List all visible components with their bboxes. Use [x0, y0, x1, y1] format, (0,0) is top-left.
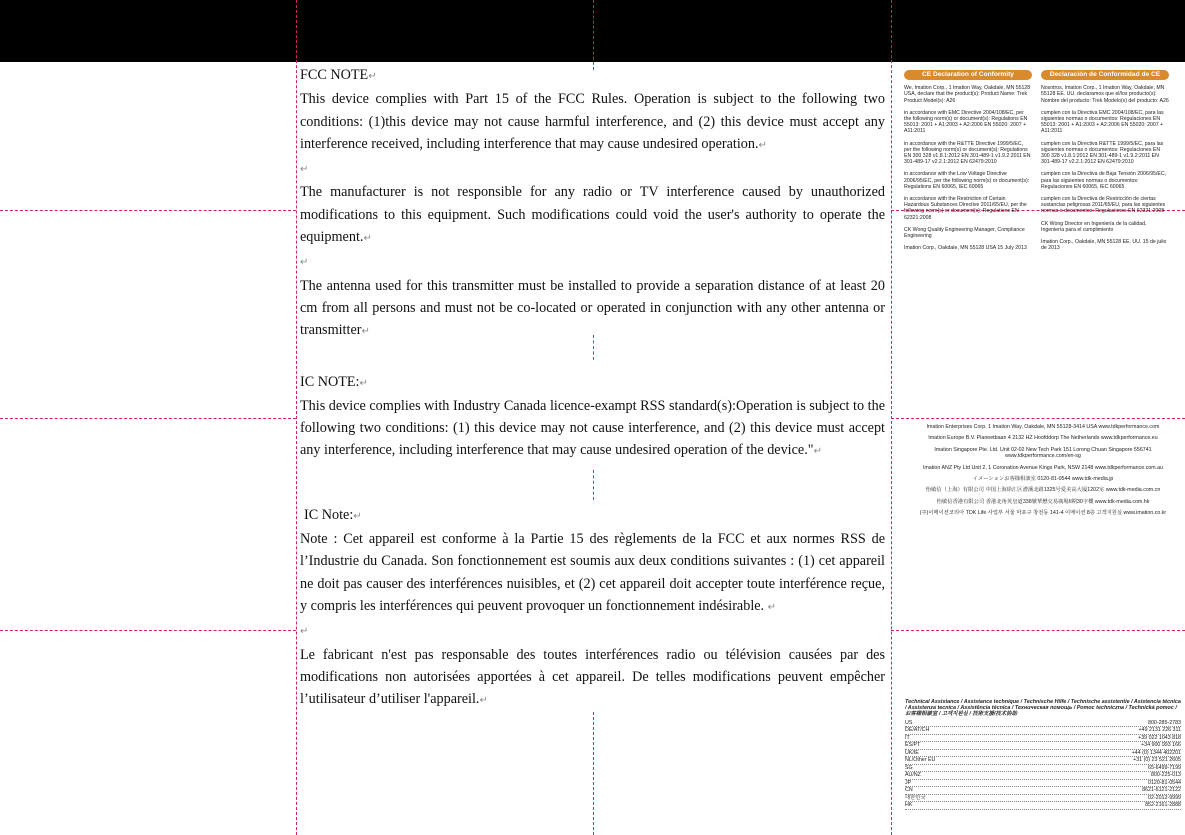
ce-es-block: Nosotros, Imation Corp., 1 Imation Way, Oakdale, MN 55128 EE. UU. declaramos que el/los producto(s): Nombre del producto: Trek Modelo(s) del producto: A26 — [1041, 85, 1169, 104]
fcc-paragraph-1: This device complies with Part 15 of the FCC Rules. Operation is subject to the following two conditions: (1)this device may not cause harmful interference, and (2) this device must accept any interference received, including interference that may cause undesired operation.↵ — [300, 91, 885, 152]
pilcrow-line: ↵ — [300, 164, 309, 176]
ic-en-heading: IC NOTE:↵ — [300, 373, 368, 390]
phone-region: SG — [905, 764, 913, 771]
ce-en-block: in accordance with EMC Directive 2004/108/EC, per the following norm(s) or document(s): Regulations EN 55013: 2001 + A1:2003 + A2:2006 EN 55020: 2007 + A11:2011 — [904, 109, 1028, 135]
ic-fr-paragraph-2: Le fabricant n'est pas responsable des toutes interférences radio ou télévision causées par des modifications non autorisées apportées à cet appareil. De telles modifications peuvent empêcher l’utilisateur d’utiliser l'appareil.↵ — [300, 646, 885, 708]
phone-row — [905, 765, 1181, 773]
ce-badge-spanish: Declaración de Conformidad de CE — [1041, 70, 1169, 80]
phone-row — [905, 727, 1181, 735]
pilcrow-line: ↵ — [300, 257, 309, 269]
ce-en-block: in accordance with the Restriction of Certain Hazardous Substances Directive 2011/65/EU, per the following norm(s) or document(s): Regulations EN 62321:2008 — [904, 196, 1027, 221]
phone-region: 대한민국 — [905, 794, 926, 801]
phone-region: IT — [905, 734, 910, 741]
fcc-heading: FCC NOTE↵ — [300, 67, 377, 83]
pilcrow-line: ↵ — [300, 626, 309, 638]
phone-number: 852-2161-2888 — [1145, 802, 1181, 809]
ic-fr-heading: IC Note:↵ — [304, 506, 362, 523]
ce-en-block: in accordance with the Low Voltage Directive 2006/95/EC, per the following norm(s) or document(s): Regulations EN 60065, IEC 60065 — [904, 171, 1030, 190]
address-china: 怡敏信（上海）有限公司 中国上海徐汇区漕溪北路1325号爱美高大厦1202室 www.tdk-media.com.cn — [925, 487, 1161, 494]
phone-number: 8621-6121-2122 — [1142, 787, 1181, 794]
fold-guide-h3-left — [0, 630, 296, 631]
phone-number: +39 022 1043 818 — [1138, 734, 1181, 741]
phone-row — [905, 772, 1181, 780]
technical-assistance — [905, 699, 1181, 810]
phone-number: +34 900 993 166 — [1141, 742, 1181, 749]
phone-row — [905, 720, 1181, 728]
company-addresses — [904, 424, 1182, 522]
fold-guide-h1-left — [0, 210, 296, 211]
ce-en-block: CK Wong Quality Engineering Manager, Compliance Engineering — [904, 226, 1025, 240]
address-anz: Imation ANZ Pty Ltd Unit 2, 1 Coronation Avenue Kings Park, NSW 2148 www.tdkperformance.com.au — [922, 464, 1164, 471]
fcc-paragraph-3: The antenna used for this transmitter must be installed to provide a separation distance of at least 20 cm from all persons and must not be co-located or operated in conjunction with any other antenna or transmitter↵ — [300, 277, 885, 339]
address-singapore: Imation Singapore Pte. Ltd. Unit 02-02 New Tech Park 151 Lorong Chuan Singapore 556741 www.tdkperformance.com/en-sg — [934, 446, 1152, 460]
ic-en-paragraph: This device complies with Industry Canada licence-exampt RSS standard(s):Operation is subject to the following two conditions: (1) this device may not cause interference, and (2) this device must accept any interference, including interference that may cause undesired operation of the device."↵ — [300, 397, 885, 459]
ce-en-block: in accordance with the R&TTE Directive 1999/5/EC, per the following norm(s) or document(s): Regulations EN 300 328 v1.8.1:2012 EN 301-489-1 v1.9.2:2011 EN 301-489-17 v2.2.1:2012 EN 62479:2010 — [904, 140, 1031, 166]
ce-es-block: cumplen con la Directiva R&TTE 1999/5/EC, para las siguientes normas o documentos: Regulaciones EN 300 328 v1.8.1:2012 EN 301-489-1 v1.9.2:2011 EN 301-489-17 v2.2.1:2012 EN 62479:2010 — [1041, 140, 1164, 166]
crop-guide-left — [296, 0, 297, 835]
phone-region: JP — [905, 779, 912, 786]
ce-es-block: cumplen con la Directiva de Restricción de ciertas sustancias peligrosas 2011/65/EU, para las siguientes normas o documentos: Regulaciones EN 62321:2008 — [1041, 196, 1166, 215]
phone-number: +44 (0) 1344 402201 — [1131, 749, 1181, 756]
ce-es-block: CK Wong Director en Ingeniería de la calidad, Ingeniería para el cumplimiento — [1041, 220, 1147, 233]
phone-number: 800-285-2783 — [1148, 719, 1181, 726]
phone-row — [905, 787, 1181, 795]
phone-row — [905, 757, 1181, 765]
fold-guide-h3-right — [891, 630, 1185, 631]
tech-assistance-header: Technical Assistance / Assistance technique / Technische Hilfe / Technische assistentie / Asistencia técnica / Assistenza tecnica / Assistência técnica / Техническая помощь / Pomoc techniczna / Technická pomoc / お客様相談室 / 고객지원실 / 技術支援/技术协助 — [905, 699, 1181, 718]
ce-badge-english: CE Declaration of Conformity — [904, 70, 1032, 80]
ce-declaration-english — [904, 70, 1032, 257]
phone-region: HK — [905, 802, 913, 809]
fold-tick-bottom — [593, 712, 594, 835]
phone-row — [905, 780, 1181, 788]
ce-en-block: We, Imation Corp., 1 Imation Way, Oakdale, MN 55128 USA, declare that the product(s): Product Name: Trek Product Model(s): A26 — [904, 85, 1031, 104]
phone-row — [905, 802, 1181, 810]
ce-es-block: cumplen con la Directiva de Baja Tensión 2006/95/EC, para las siguientes normas o documentos: Regulaciones EN 60065, IEC 60065 — [1041, 171, 1167, 190]
ce-es-block: cumplen con la Directiva EMC 2004/108/EC, para las siguientes normas o documentos: Regulaciones EN 55013: 2001 + A1:2003 + A2:2006 EN 55020: 2007 + A11:2011 — [1041, 109, 1164, 135]
ic-fr-paragraph-1: Note : Cet appareil est conforme à la Partie 15 des règlements de la FCC et aux normes RSS de l’Industrie du Canada. Son fonctionnement est soumis aux deux conditions suivantes : (1) cet appareil ne doit pas causer des interférences nuisibles, et (2) cet appareil doit accepter toute interférence reçue, y compris les interférences qui peuvent provoquer un fonctionnement indésirable. ↵ — [300, 531, 885, 614]
phone-region: NL/Other EU — [905, 757, 936, 764]
ce-declaration-spanish — [1041, 70, 1169, 257]
phone-number: 800-225-013 — [1150, 772, 1181, 779]
phone-row — [905, 750, 1181, 758]
phone-region: UK/IE — [905, 749, 919, 756]
phone-row — [905, 742, 1181, 750]
ce-es-block: Imation Corp., Oakdale, MN 55128 EE. UU. 15 de julio de 2013 — [1041, 239, 1167, 252]
phone-region: CN — [905, 787, 913, 794]
phone-number: 02-2012-9999 — [1148, 794, 1181, 801]
phone-region: US — [905, 719, 913, 726]
phone-row — [905, 735, 1181, 743]
regulatory-notes — [300, 64, 885, 712]
fcc-paragraph-2: The manufacturer is not responsible for any radio or TV interference caused by unauthorized modifications to this equipment. Such modifications could void the user's authority to operate the equipment.↵ — [300, 184, 885, 246]
phone-number: +31 (0) 23 521 2605 — [1133, 757, 1181, 764]
fold-tick-top — [593, 0, 594, 70]
ce-en-block: Imation Corp., Oakdale, MN 55128 USA 15 July 2013 — [904, 245, 1027, 252]
phone-number: 0120-81-0544 — [1148, 779, 1181, 786]
fold-guide-h2-right — [891, 418, 1185, 419]
phone-region: DE/AT/CH — [905, 727, 930, 734]
address-hong-kong: 怡敏信香港有限公司 香港北角英皇道338號華懋交易廣場II期30字樓 www.tdk-media.com.hk — [936, 498, 1150, 505]
phone-row — [905, 795, 1181, 803]
phone-number: +49 2131 226 311 — [1138, 727, 1181, 734]
phone-region: ES/PT — [905, 742, 921, 749]
address-europe: Imation Europe B.V. Planeetbaan 4 2132 HZ Hoofddorp The Netherlands www.tdkperformance.eu — [928, 435, 1158, 442]
phone-region: AU/NZ — [905, 772, 921, 779]
phone-number: 65-6499-7199 — [1148, 764, 1181, 771]
fold-guide-h2-left — [0, 418, 296, 419]
address-usa: Imation Enterprises Corp. 1 Imation Way, Oakdale, MN 55128-3414 USA www.tdkperformance.com — [926, 424, 1160, 430]
address-japan: イメーションお客様相談室 0120-81-0544 www.tdk-media.jp — [972, 476, 1114, 483]
address-korea: (주)이메이션코리아 TDK Life 사업부 서울 마포구 창전동 141-4 이메이션 8층 고객지원실 www.imation.co.kr — [919, 510, 1167, 517]
